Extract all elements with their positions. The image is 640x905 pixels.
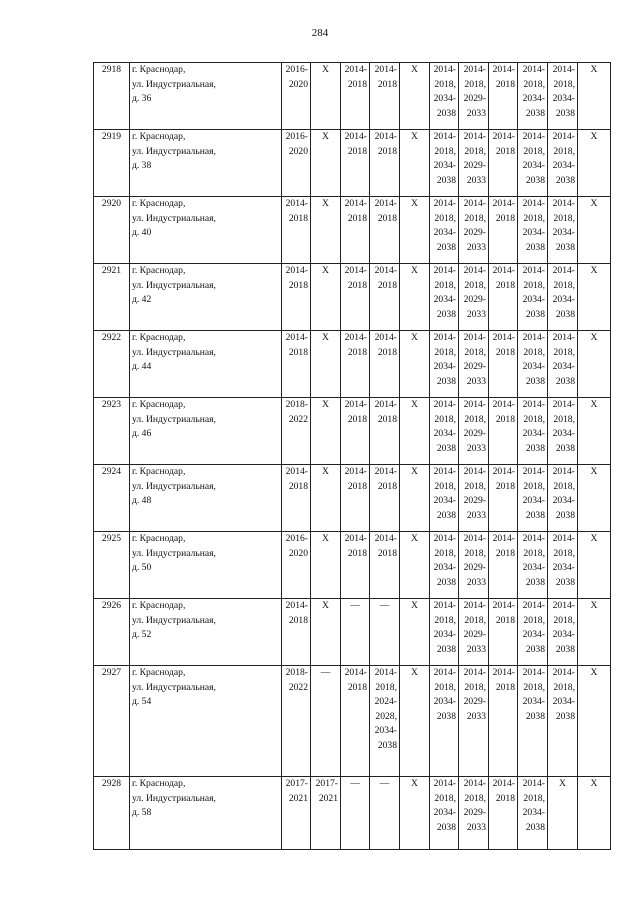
period-cell: 2014- 2018, 2034- 2038: [548, 63, 578, 130]
period-cell: 2014- 2018: [489, 599, 518, 666]
address-cell: г. Краснодар, ул. Индустриальная, д. 42: [130, 264, 282, 331]
period-cell: 2014- 2018: [370, 331, 400, 398]
period-cell: 2014- 2018: [341, 264, 370, 331]
period-cell: 2014- 2018: [489, 331, 518, 398]
period-cell: 2014- 2018, 2029- 2033: [459, 666, 489, 777]
mark-cell: X: [311, 331, 341, 398]
period-cell: 2014- 2018, 2034- 2038: [518, 465, 548, 532]
mark-cell: X: [400, 63, 430, 130]
period-cell: 2018- 2022: [282, 666, 311, 777]
period-cell: 2014- 2018, 2034- 2038: [430, 331, 459, 398]
address-cell: г. Краснодар, ул. Индустриальная, д. 36: [130, 63, 282, 130]
period-cell: 2014- 2018, 2034- 2038: [548, 264, 578, 331]
mark-cell: X: [400, 666, 430, 777]
address-cell: г. Краснодар, ул. Индустриальная, д. 54: [130, 666, 282, 777]
period-cell: 2016- 2020: [282, 130, 311, 197]
period-cell: 2014- 2018, 2034- 2038: [430, 130, 459, 197]
mark-cell: X: [311, 398, 341, 465]
period-cell: 2017- 2021: [311, 777, 341, 850]
period-cell: 2014- 2018, 2034- 2038: [548, 599, 578, 666]
period-cell: 2014- 2018, 2034- 2038: [548, 532, 578, 599]
period-cell: 2014- 2018, 2034- 2038: [430, 63, 459, 130]
row-number: 2921: [94, 264, 130, 331]
table-row: [94, 331, 611, 398]
table-row: [94, 532, 611, 599]
address-cell: г. Краснодар, ул. Индустриальная, д. 52: [130, 599, 282, 666]
mark-cell: X: [311, 264, 341, 331]
period-cell: 2014- 2018, 2034- 2038: [430, 398, 459, 465]
period-cell: 2014- 2018: [370, 465, 400, 532]
period-cell: 2014- 2018, 2034- 2038: [548, 331, 578, 398]
period-cell: 2014- 2018: [370, 197, 400, 264]
mark-cell: X: [400, 197, 430, 264]
mark-cell: X: [311, 63, 341, 130]
mark-cell: X: [400, 777, 430, 850]
period-cell: 2014- 2018, 2024- 2028, 2034- 2038: [370, 666, 400, 777]
row-number: 2925: [94, 532, 130, 599]
mark-cell: X: [578, 465, 611, 532]
period-cell: 2014- 2018, 2029- 2033: [459, 532, 489, 599]
mark-cell: X: [311, 197, 341, 264]
period-cell: 2014- 2018, 2029- 2033: [459, 599, 489, 666]
row-number: 2922: [94, 331, 130, 398]
period-cell: 2014- 2018, 2034- 2038: [518, 331, 548, 398]
period-cell: 2014- 2018, 2034- 2038: [430, 532, 459, 599]
row-number: 2923: [94, 398, 130, 465]
period-cell: 2017- 2021: [282, 777, 311, 850]
table-row: [94, 63, 611, 130]
address-cell: г. Краснодар, ул. Индустриальная, д. 58: [130, 777, 282, 850]
mark-cell: X: [311, 130, 341, 197]
period-cell: 2014- 2018, 2034- 2038: [548, 398, 578, 465]
period-cell: 2014- 2018, 2029- 2033: [459, 130, 489, 197]
mark-cell: X: [578, 63, 611, 130]
address-cell: г. Краснодар, ул. Индустриальная, д. 48: [130, 465, 282, 532]
period-cell: 2014- 2018, 2034- 2038: [518, 130, 548, 197]
mark-cell: X: [578, 777, 611, 850]
mark-cell: —: [311, 666, 341, 777]
period-cell: 2014- 2018, 2029- 2033: [459, 264, 489, 331]
mark-cell: X: [548, 777, 578, 850]
row-number: 2924: [94, 465, 130, 532]
row-number: 2928: [94, 777, 130, 850]
page-number: 284: [311, 27, 329, 39]
period-cell: 2014- 2018, 2034- 2038: [430, 264, 459, 331]
mark-cell: X: [578, 532, 611, 599]
table-row: [94, 398, 611, 465]
period-cell: 2014- 2018: [341, 130, 370, 197]
mark-cell: X: [578, 264, 611, 331]
period-cell: 2016- 2020: [282, 532, 311, 599]
period-cell: 2014- 2018: [341, 532, 370, 599]
period-cell: 2014- 2018, 2034- 2038: [548, 197, 578, 264]
row-number: 2920: [94, 197, 130, 264]
mark-cell: X: [578, 197, 611, 264]
period-cell: 2014- 2018, 2034- 2038: [430, 197, 459, 264]
address-cell: г. Краснодар, ул. Индустриальная, д. 44: [130, 331, 282, 398]
period-cell: 2014- 2018, 2034- 2038: [518, 599, 548, 666]
period-cell: 2014- 2018: [341, 465, 370, 532]
address-cell: г. Краснодар, ул. Индустриальная, д. 46: [130, 398, 282, 465]
table-row: [94, 264, 611, 331]
mark-cell: X: [578, 666, 611, 777]
period-cell: 2014- 2018, 2034- 2038: [548, 666, 578, 777]
period-cell: 2014- 2018, 2034- 2038: [518, 197, 548, 264]
period-cell: 2014- 2018, 2034- 2038: [430, 666, 459, 777]
period-cell: 2014- 2018, 2029- 2033: [459, 398, 489, 465]
period-cell: 2014- 2018, 2034- 2038: [518, 777, 548, 850]
mark-cell: X: [400, 599, 430, 666]
period-cell: 2014- 2018, 2029- 2033: [459, 197, 489, 264]
period-cell: 2014- 2018: [341, 331, 370, 398]
period-cell: 2014- 2018, 2034- 2038: [548, 130, 578, 197]
address-cell: г. Краснодар, ул. Индустриальная, д. 38: [130, 130, 282, 197]
period-cell: 2014- 2018: [489, 532, 518, 599]
mark-cell: X: [400, 331, 430, 398]
mark-cell: X: [311, 599, 341, 666]
period-cell: 2014- 2018: [489, 264, 518, 331]
table-row: [94, 666, 611, 777]
mark-cell: X: [400, 532, 430, 599]
period-cell: 2014- 2018: [370, 532, 400, 599]
period-cell: 2014- 2018: [282, 465, 311, 532]
period-cell: 2014- 2018: [282, 599, 311, 666]
registry-table: [93, 62, 611, 850]
row-number: 2926: [94, 599, 130, 666]
mark-cell: —: [341, 599, 370, 666]
row-number: 2919: [94, 130, 130, 197]
mark-cell: —: [370, 599, 400, 666]
period-cell: 2016- 2020: [282, 63, 311, 130]
mark-cell: X: [578, 599, 611, 666]
period-cell: 2014- 2018, 2034- 2038: [518, 63, 548, 130]
period-cell: 2014- 2018: [489, 666, 518, 777]
mark-cell: X: [400, 130, 430, 197]
period-cell: 2014- 2018: [489, 63, 518, 130]
period-cell: 2014- 2018: [370, 398, 400, 465]
mark-cell: X: [400, 398, 430, 465]
table-row: [94, 465, 611, 532]
period-cell: 2014- 2018: [341, 666, 370, 777]
table-row: [94, 599, 611, 666]
mark-cell: X: [578, 331, 611, 398]
period-cell: 2014- 2018, 2034- 2038: [518, 264, 548, 331]
period-cell: 2014- 2018, 2034- 2038: [518, 398, 548, 465]
period-cell: 2014- 2018: [341, 197, 370, 264]
period-cell: 2014- 2018: [341, 63, 370, 130]
mark-cell: —: [341, 777, 370, 850]
period-cell: 2014- 2018: [489, 398, 518, 465]
period-cell: 2018- 2022: [282, 398, 311, 465]
period-cell: 2014- 2018, 2034- 2038: [518, 666, 548, 777]
period-cell: 2014- 2018: [341, 398, 370, 465]
row-number: 2918: [94, 63, 130, 130]
period-cell: 2014- 2018, 2034- 2038: [430, 777, 459, 850]
mark-cell: X: [400, 465, 430, 532]
row-number: 2927: [94, 666, 130, 777]
period-cell: 2014- 2018: [370, 264, 400, 331]
mark-cell: X: [578, 398, 611, 465]
period-cell: 2014- 2018: [282, 264, 311, 331]
period-cell: 2014- 2018: [489, 197, 518, 264]
table-row: [94, 197, 611, 264]
period-cell: 2014- 2018, 2034- 2038: [430, 599, 459, 666]
table-row: [94, 777, 611, 850]
period-cell: 2014- 2018: [489, 130, 518, 197]
period-cell: 2014- 2018, 2029- 2033: [459, 331, 489, 398]
period-cell: 2014- 2018, 2034- 2038: [518, 532, 548, 599]
period-cell: 2014- 2018, 2029- 2033: [459, 465, 489, 532]
mark-cell: X: [311, 465, 341, 532]
period-cell: 2014- 2018: [282, 331, 311, 398]
address-cell: г. Краснодар, ул. Индустриальная, д. 40: [130, 197, 282, 264]
mark-cell: X: [400, 264, 430, 331]
address-cell: г. Краснодар, ул. Индустриальная, д. 50: [130, 532, 282, 599]
period-cell: 2014- 2018, 2029- 2033: [459, 777, 489, 850]
registry-table-body: [94, 63, 611, 850]
mark-cell: —: [370, 777, 400, 850]
period-cell: 2014- 2018, 2034- 2038: [430, 465, 459, 532]
period-cell: 2014- 2018: [370, 63, 400, 130]
period-cell: 2014- 2018: [489, 465, 518, 532]
table-row: [94, 130, 611, 197]
period-cell: 2014- 2018: [282, 197, 311, 264]
period-cell: 2014- 2018: [489, 777, 518, 850]
period-cell: 2014- 2018, 2034- 2038: [548, 465, 578, 532]
mark-cell: X: [311, 532, 341, 599]
period-cell: 2014- 2018: [370, 130, 400, 197]
period-cell: 2014- 2018, 2029- 2033: [459, 63, 489, 130]
mark-cell: X: [578, 130, 611, 197]
